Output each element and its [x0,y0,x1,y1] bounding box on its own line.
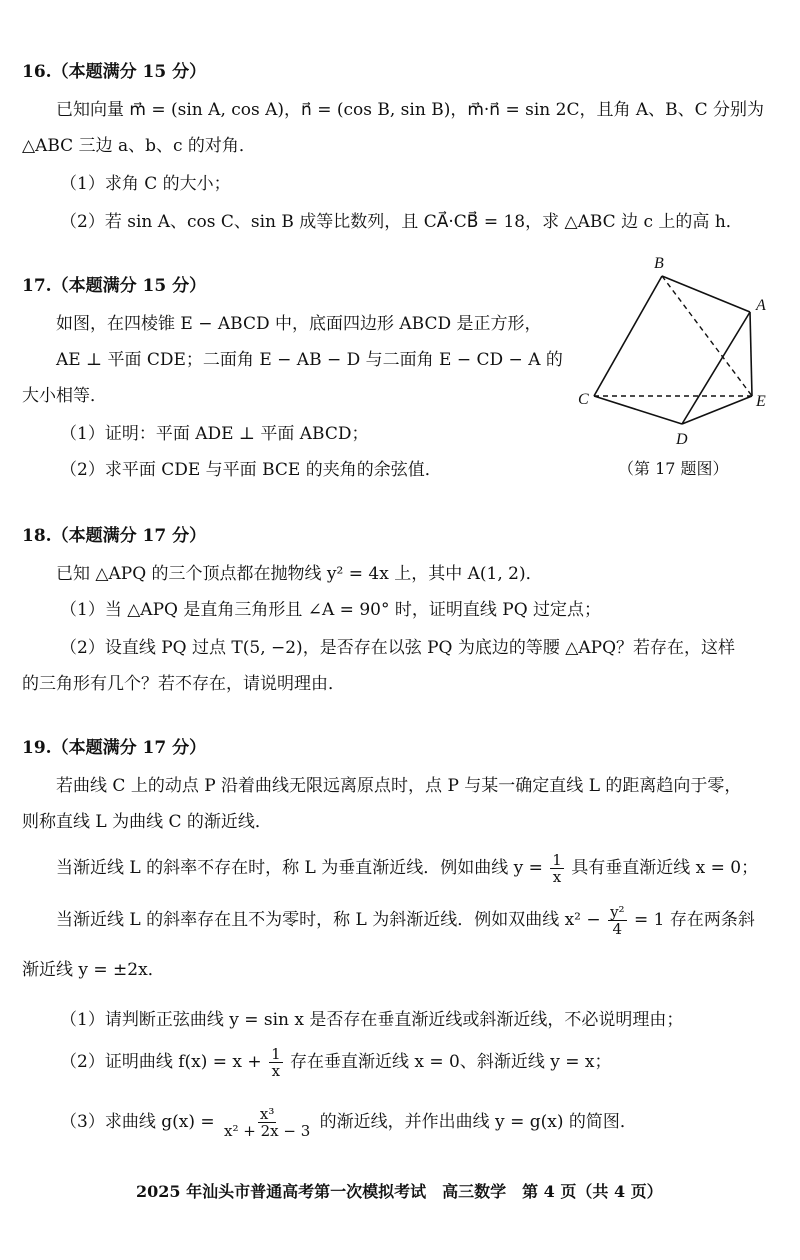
label-E: E [756,393,766,410]
q19-part1: （1）请判断正弦曲线 y = sin x 是否存在垂直渐近线或斜渐近线，不必说明理由； [60,1010,684,1030]
q19-part2: （2）证明曲线 f(x) = x + $\frac{1}{x}$ 存在垂直渐近线 x = 0、斜渐近线 y = x； [60,1045,612,1080]
page-footer: 2025 年汕头市普通高考第一次模拟考试 高三数学 第 4 页（共 4 页） [136,1182,663,1201]
fraction-1-over-x: $\frac{1}{x}$ [552,851,562,886]
fraction-1-over-x-2: $\frac{1}{x}$ [271,1045,281,1080]
q18-header: 18.（本题满分 17 分） [22,526,207,546]
q17-header: 17.（本题满分 15 分） [22,276,207,296]
edge-CD [594,396,682,424]
q17-part2: （2）求平面 CDE 与平面 BCE 的夹角的余弦值． [60,460,442,480]
q19-stem-line5: 渐近线 y = ±2x． [22,960,165,980]
q16-part1: （1）求角 C 的大小； [60,174,231,194]
q19-part3: （3）求曲线 g(x) = $\frac{\text{x³}}{\text{x² + 2x − 3}}$ 的渐近线，并作出曲线 y = g(x) 的简图． [60,1105,637,1140]
q17-stem-line3: 大小相等． [22,386,107,406]
q18-stem: 已知 △APQ 的三个顶点都在抛物线 y² = 4x 上，其中 A(1, 2)． [56,564,543,584]
q17-figure-caption: （第 17 题图） [618,459,729,478]
q17-part1: （1）证明：平面 ADE ⊥ 平面 ABCD； [60,424,369,444]
edge-AD [682,312,750,424]
label-C: C [578,391,589,408]
fraction-g-of-x: $\frac{\text{x³}}{\text{x² + 2x − 3}}$ [224,1105,311,1140]
q16-stem-line1: 已知向量 m⃗ = (sin A, cos A)，n⃗ = (cos B, sin B)，m⃗·n⃗ = sin 2C，且角 A、B、C 分别为 [56,100,765,120]
edge-AE [750,312,752,396]
edge-BC [594,276,662,396]
q16-stem-line2: △ABC 三边 a、b、c 的对角． [22,136,256,156]
q16-part2: （2）若 sin A、cos C、sin B 成等比数列，且 CA⃗·CB⃗ = 18，求 △ABC 边 c 上的高 h． [60,212,743,232]
q17-stem-line1: 如图，在四棱锥 E − ABCD 中，底面四边形 ABCD 是正方形， [56,314,542,334]
fraction-y2-over-4: $\frac{\text{y²}}{4}$ [610,903,625,938]
q18-part2-cont: 的三角形有几个？若不存在，请说明理由． [22,674,345,694]
q19-stem-line1: 若曲线 C 上的动点 P 沿着曲线无限远离原点时，点 P 与某一确定直线 L 的距离趋向于零， [56,776,742,796]
q19-oblique-asymptote-line: 当渐近线 L 的斜率存在且不为零时，称 L 为斜渐近线．例如双曲线 x² − $\frac{\text{y²}}{4}$ = 1 存在两条斜 [56,903,755,938]
q16-header: 16.（本题满分 15 分） [22,62,207,82]
q17-stem-line2: AE ⊥ 平面 CDE；二面角 E − AB − D 与二面角 E − CD − A 的 [56,350,563,370]
label-D: D [676,431,688,448]
q18-part2: （2）设直线 PQ 过点 T(5, −2)，是否存在以弦 PQ 为底边的等腰 △APQ？若存在，这样 [60,638,736,658]
q17-pyramid-figure [570,250,790,450]
label-B: B [654,255,664,272]
q19-header: 19.（本题满分 17 分） [22,738,207,758]
q18-part1: （1）当 △APQ 是直角三角形且 ∠A = 90° 时，证明直线 PQ 过定点； [60,600,602,620]
label-A: A [756,297,766,314]
q19-stem-line2: 则称直线 L 为曲线 C 的渐近线． [22,812,272,832]
q19-vertical-asymptote-line: 当渐近线 L 的斜率不存在时，称 L 为垂直渐近线．例如曲线 y = $\frac{1}{x}$ 具有垂直渐近线 x = 0； [56,851,759,886]
edge-DE [682,396,752,424]
